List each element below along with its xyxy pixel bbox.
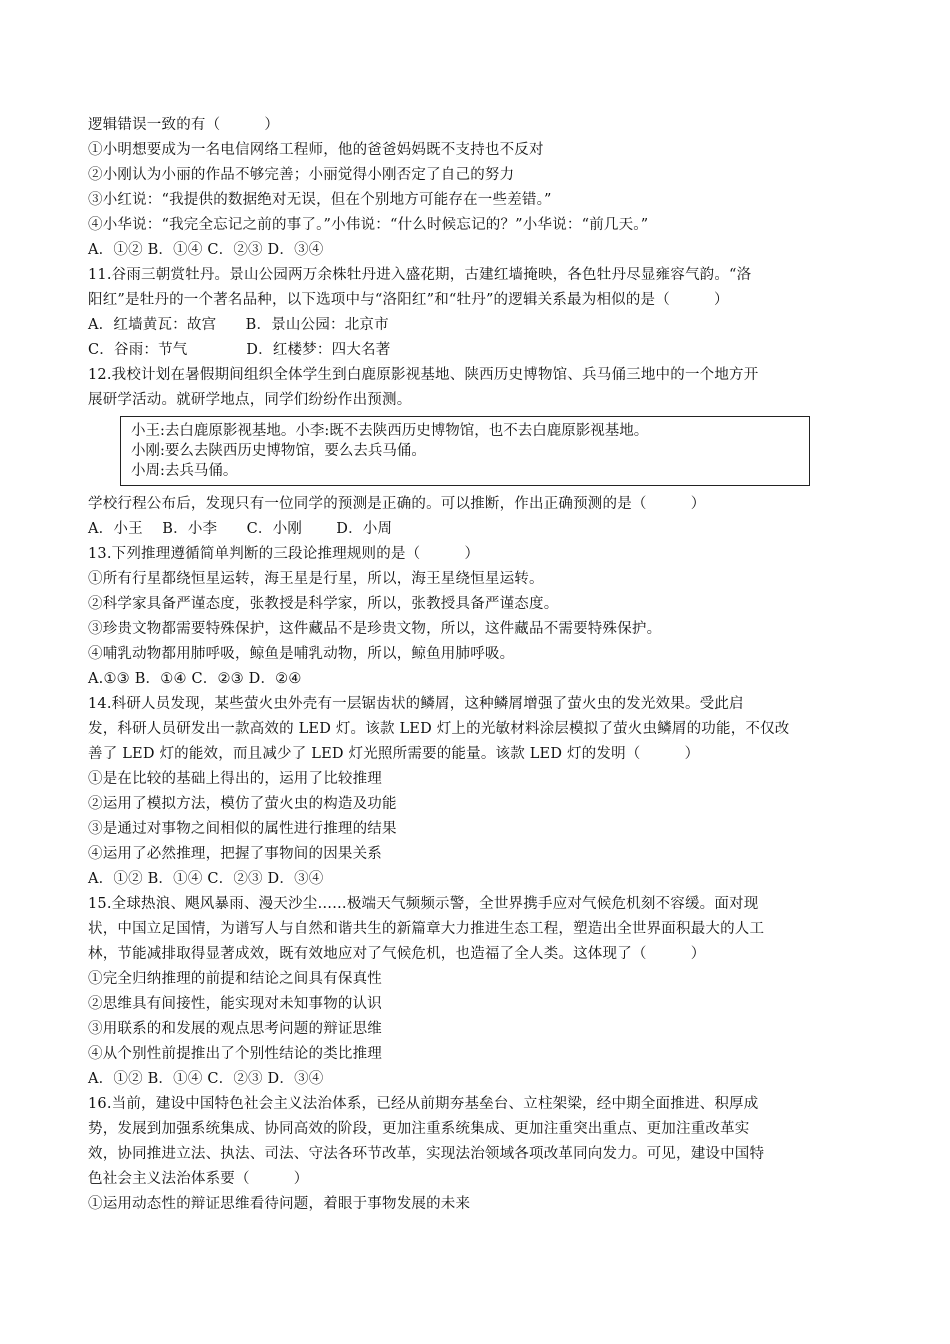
question-stem: 效，协同推进立法、执法、司法、守法各环节改革，实现法治领域各项改革同向发力。可见，建设中国特: [88, 1146, 765, 1162]
question-14: [88, 692, 863, 892]
predictions-box: [120, 416, 810, 486]
question-stem: 逻辑错误一致的有（ ）: [88, 117, 280, 133]
question-13: [88, 542, 863, 692]
question-10-continued: [88, 113, 863, 263]
answer-options: A．①② B．①④ C．②③ D．③④: [88, 871, 324, 887]
statement-1: ①所有行星都绕恒星运转，海王星是行星，所以，海王星绕恒星运转。: [88, 571, 544, 587]
answer-options: A．①② B．①④ C．②③ D．③④: [88, 242, 324, 258]
answer-options: A．①② B．①④ C．②③ D．③④: [88, 1071, 324, 1087]
answer-options: C．谷雨：节气 D．红楼梦：四大名著: [88, 342, 391, 358]
question-16: [88, 1092, 863, 1217]
question-11: [88, 263, 863, 363]
question-stem: 15.全球热浪、飓风暴雨、漫天沙尘……极端天气频频示警，全世界携手应对气候危机刻不容缓。面对现: [88, 896, 759, 912]
statement-4: ④运用了必然推理，把握了事物间的因果关系: [88, 846, 382, 862]
question-stem: 12.我校计划在暑假期间组织全体学生到白鹿原影视基地、陕西历史博物馆、兵马俑三地中的一个地方开: [88, 367, 759, 383]
answer-options: A．小王 B．小李 C．小刚 D．小周: [88, 521, 393, 537]
prediction-xiaowang-xiaoli: 小王:去白鹿原影视基地。小李:既不去陕西历史博物馆，也不去白鹿原影视基地。: [131, 423, 649, 439]
statement-4: ④哺乳动物都用肺呼吸，鲸鱼是哺乳动物，所以，鲸鱼用肺呼吸。: [88, 646, 515, 662]
statement-1: ①是在比较的基础上得出的，运用了比较推理: [88, 771, 382, 787]
question-stem: 展研学活动。就研学地点，同学们纷纷作出预测。: [88, 392, 412, 408]
question-stem: 11.谷雨三朝赏牡丹。景山公园两万余株牡丹进入盛花期，古建红墙掩映，各色牡丹尽显雍容气韵。“洛: [88, 267, 752, 283]
statement-2: ②思维具有间接性，能实现对未知事物的认识: [88, 996, 382, 1012]
answer-options: A．红墙黄瓦：故宫 B．景山公园：北京市: [88, 317, 389, 333]
question-stem: 状，中国立足国情，为谱写人与自然和谐共生的新篇章大力推进生态工程，塑造出全世界面积最大的人工: [88, 921, 765, 937]
statement-2: ②科学家具备严谨态度，张教授是科学家，所以，张教授具备严谨态度。: [88, 596, 559, 612]
question-stem: 色社会主义法治体系要（ ）: [88, 1171, 309, 1187]
statement-4: ④小华说：“我完全忘记之前的事了。”小伟说：“什么时候忘记的？”小华说：“前几天。”: [88, 217, 649, 233]
statement-4: ④从个别性前提推出了个别性结论的类比推理: [88, 1046, 382, 1062]
statement-1: ①完全归纳推理的前提和结论之间具有保真性: [88, 971, 382, 987]
question-stem: 阳红”是牡丹的一个著名品种，以下选项中与“洛阳红”和“牡丹”的逻辑关系最为相似的是（ ）: [88, 292, 729, 308]
question-stem: 林，节能减排取得显著成效，既有效地应对了气候危机，也造福了全人类。这体现了（ ）: [88, 946, 706, 962]
question-15: [88, 892, 863, 1092]
question-stem: 13.下列推理遵循简单判断的三段论推理规则的是（ ）: [88, 546, 480, 562]
question-stem: 学校行程公布后，发现只有一位同学的预测是正确的。可以推断，作出正确预测的是（ ）: [88, 496, 706, 512]
statement-2: ②小刚认为小丽的作品不够完善；小丽觉得小刚否定了自己的努力: [88, 167, 515, 183]
question-stem: 16.当前，建设中国特色社会主义法治体系，已经从前期夯基垒台、立柱架梁，经中期全面推进、积厚成: [88, 1096, 759, 1112]
statement-2: ②运用了模拟方法，模仿了萤火虫的构造及功能: [88, 796, 397, 812]
exam-page: [88, 113, 863, 1217]
question-stem: 14.科研人员发现，某些萤火虫外壳有一层锯齿状的鳞屑，这种鳞屑增强了萤火虫的发光效果。受此启: [88, 696, 744, 712]
answer-options: A.①③ B．①④ C．②③ D．②④: [88, 671, 302, 687]
prediction-xiaozhou: 小周:去兵马俑。: [131, 463, 238, 479]
question-stem: 发，科研人员研发出一款高效的 LED 灯。该款 LED 灯上的光敏材料涂层模拟了萤火虫鳞屑的功能，不仅改: [88, 721, 790, 737]
statement-1: ①小明想要成为一名电信网络工程师，他的爸爸妈妈既不支持也不反对: [88, 142, 544, 158]
statement-1: ①运用动态性的辩证思维看待问题，着眼于事物发展的未来: [88, 1196, 471, 1212]
question-12: [88, 363, 863, 542]
statement-3: ③是通过对事物之间相似的属性进行推理的结果: [88, 821, 397, 837]
statement-3: ③用联系的和发展的观点思考问题的辩证思维: [88, 1021, 382, 1037]
prediction-xiaogang: 小刚:要么去陕西历史博物馆，要么去兵马俑。: [131, 443, 426, 459]
question-stem: 善了 LED 灯的能效，而且减少了 LED 灯光照所需要的能量。该款 LED 灯的发明（ ）: [88, 746, 700, 762]
statement-3: ③珍贵文物都需要特殊保护，这件藏品不是珍贵文物，所以，这件藏品不需要特殊保护。: [88, 621, 662, 637]
question-stem: 势，发展到加强系统集成、协同高效的阶段，更加注重系统集成、更加注重突出重点、更加注重改革实: [88, 1121, 750, 1137]
statement-3: ③小红说：“我提供的数据绝对无误，但在个别地方可能存在一些差错。”: [88, 192, 552, 208]
